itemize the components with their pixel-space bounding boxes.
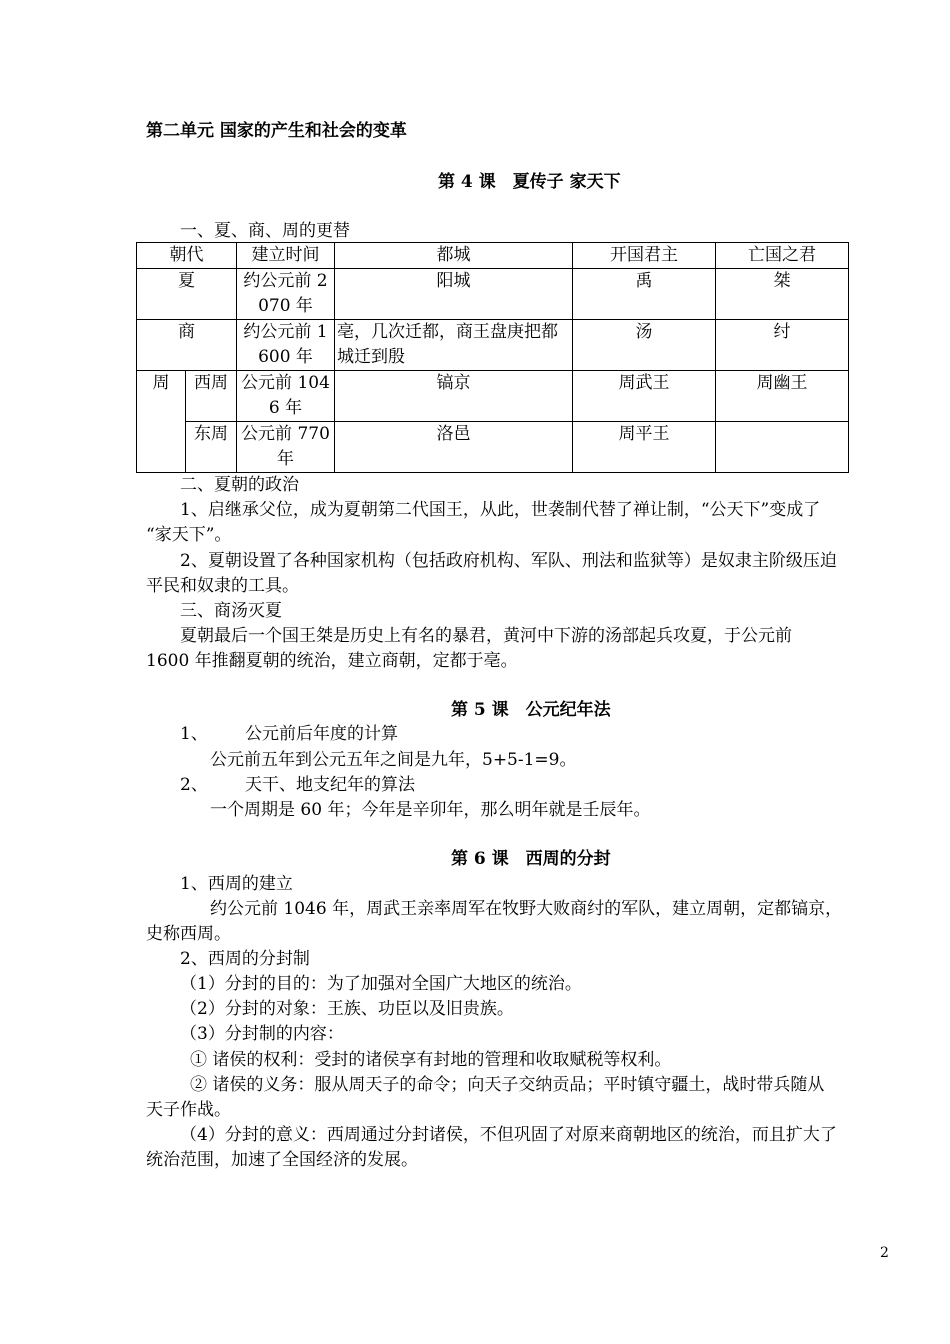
capital-cell: 镐京 xyxy=(335,371,573,422)
last-ruler-cell: 桀 xyxy=(716,269,849,320)
table-header-row xyxy=(137,243,849,269)
header-cell: 亡国之君 xyxy=(716,243,849,269)
time-cell: 公元前 1046 年 xyxy=(237,371,335,422)
time-cell: 约公元前 1600 年 xyxy=(237,320,335,371)
dynasty-cell: 商 xyxy=(137,320,237,371)
paragraph-line: （1）分封的目的：为了加强对全国广大地区的统治。 xyxy=(180,974,582,994)
paragraph-line: 公元前五年到公元五年之间是九年，5+5-1=9。 xyxy=(210,750,577,770)
paragraph-line: ② 诸侯的义务：服从周天子的命令；向天子交纳贡品；平时镇守疆土，战时带兵随从 xyxy=(190,1075,825,1095)
paragraph-line: 统治范围，加速了全国经济的发展。 xyxy=(146,1150,418,1170)
table-row xyxy=(137,320,849,371)
capital-cell: 洛邑 xyxy=(335,422,573,473)
paragraph-line: 约公元前 1046 年，周武王亲率周军在牧野大败商纣的军队，建立周朝，定都镐京， xyxy=(210,899,843,919)
founder-cell: 周武王 xyxy=(573,371,716,422)
paragraph-line: 平民和奴隶的工具。 xyxy=(146,576,299,596)
lesson-4-section-1-heading: 一、夏、商、周的更替 xyxy=(180,221,350,241)
dynasty-table xyxy=(136,242,849,473)
subsection-heading: 2、西周的分封制 xyxy=(180,949,310,969)
header-cell: 朝代 xyxy=(137,243,237,269)
lesson-4-section-2-heading: 二、夏朝的政治 xyxy=(180,475,299,495)
capital-cell: 阳城 xyxy=(335,269,573,320)
lesson-5-title: 第 5 课 公元纪年法 xyxy=(451,700,611,720)
paragraph-line: 一个周期是 60 年；今年是辛卯年，那么明年就是壬辰年。 xyxy=(210,800,651,820)
table-row xyxy=(137,269,849,320)
lesson-6-title: 第 6 课 西周的分封 xyxy=(451,849,611,869)
page-number: 2 xyxy=(880,1245,889,1261)
header-cell: 开国君主 xyxy=(573,243,716,269)
sub-dynasty-cell: 东周 xyxy=(186,422,237,473)
list-item-heading: 公元前后年度的计算 xyxy=(245,724,398,744)
lesson-4-section-3-heading: 三、商汤灭夏 xyxy=(180,601,282,621)
paragraph-line: 2、夏朝设置了各种国家机构（包括政府机构、军队、刑法和监狱等）是奴隶主阶级压迫 xyxy=(180,551,837,571)
last-ruler-cell: 纣 xyxy=(716,320,849,371)
sub-dynasty-cell: 西周 xyxy=(186,371,237,422)
table-row xyxy=(137,422,849,473)
paragraph-line: （3）分封制的内容： xyxy=(180,1024,344,1044)
last-ruler-cell xyxy=(716,422,849,473)
paragraph-line: 天子作战。 xyxy=(146,1100,231,1120)
list-item-number: 2、 xyxy=(180,775,208,795)
paragraph-line: 1、启继承父位，成为夏朝第二代国王，从此，世袭制代替了禅让制，“公天下”变成了 xyxy=(180,500,821,520)
table-row xyxy=(137,371,849,422)
subsection-heading: 1、西周的建立 xyxy=(180,874,293,894)
capital-cell: 亳，几次迁都，商王盘庚把都城迁到殷 xyxy=(335,320,573,371)
paragraph-line: ① 诸侯的权利：受封的诸侯享有封地的管理和收取赋税等权利。 xyxy=(190,1050,672,1070)
dynasty-cell: 周 xyxy=(137,371,186,473)
last-ruler-cell: 周幽王 xyxy=(716,371,849,422)
founder-cell: 禹 xyxy=(573,269,716,320)
paragraph-line: （4）分封的意义：西周通过分封诸侯，不但巩固了对原来商朝地区的统治，而且扩大了 xyxy=(180,1125,837,1145)
list-item-heading: 天干、地支纪年的算法 xyxy=(245,775,415,795)
paragraph-line: 1600 年推翻夏朝的统治，建立商朝，定都于亳。 xyxy=(146,651,518,671)
header-cell: 都城 xyxy=(335,243,573,269)
time-cell: 约公元前 2070 年 xyxy=(237,269,335,320)
dynasty-cell: 夏 xyxy=(137,269,237,320)
paragraph-line: 史称西周。 xyxy=(146,924,231,944)
lesson-4-title: 第 4 课 夏传子 家天下 xyxy=(438,172,621,192)
paragraph-line: （2）分封的对象：王族、功臣以及旧贵族。 xyxy=(180,999,514,1019)
founder-cell: 汤 xyxy=(573,320,716,371)
list-item-number: 1、 xyxy=(180,724,208,744)
founder-cell: 周平王 xyxy=(573,422,716,473)
time-cell: 公元前 770 年 xyxy=(237,422,335,473)
paragraph-line: “家天下”。 xyxy=(146,525,232,545)
header-cell: 建立时间 xyxy=(237,243,335,269)
paragraph-line: 夏朝最后一个国王桀是历史上有名的暴君，黄河中下游的汤部起兵攻夏，于公元前 xyxy=(180,626,792,646)
unit-title: 第二单元 国家的产生和社会的变革 xyxy=(146,121,407,141)
